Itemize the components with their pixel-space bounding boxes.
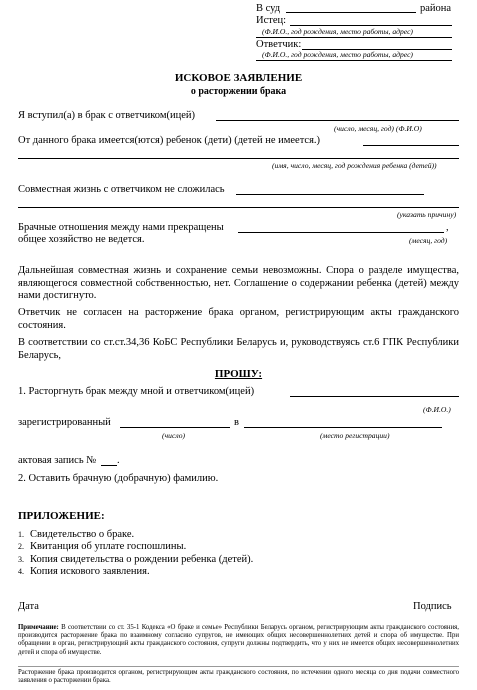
attachments-list (18, 529, 253, 579)
registered-label: зарегистрированный (18, 417, 111, 428)
defendant-blank-2 (256, 60, 452, 61)
married-blank (216, 120, 459, 121)
ended-text: Брачные отношения между нами прекращены (18, 222, 224, 233)
note-text-2: Расторжение брака производится органом, регистрирующим акты гражданского состояния, по истечении одного месяца со дня подачи совместного заявления о расторжении брака. (18, 669, 459, 685)
request-item-1-blank (290, 396, 459, 397)
court-prefix: В суд (256, 3, 281, 14)
request-item-1-hint: (Ф.И.О.) (423, 405, 451, 414)
cohab-blank (236, 194, 424, 195)
date-label: Дата (18, 601, 39, 612)
paragraph-no-dispute: Дальнейшая совместная жизнь и сохранение семьи невозможны. Спора о разделе имущества, являющегося совместной собственностью, нет. Соглашение о содержании ребенка (детей) между нами достигнуто. (18, 265, 459, 301)
date-hint: (число) (162, 431, 186, 440)
attachments-heading: ПРИЛОЖЕНИЕ: (18, 510, 105, 522)
children-text: От данного брака имеется(ются) ребенок (дети) (детей не имеется.) (18, 135, 321, 146)
document-subtitle: о расторжении брака (190, 86, 287, 97)
household-text: общее хозяйство не ведется. (18, 234, 145, 245)
request-heading: ПРОШУ: (214, 368, 263, 380)
attachment-item: 3. Копия свидетельства о рождении ребенка (детей). (18, 553, 254, 565)
act-record-label: актовая запись № (18, 455, 97, 466)
defendant-label: Ответчик: (256, 39, 302, 50)
cohab-text: Совместная жизнь с ответчиком не сложилась (18, 184, 225, 195)
court-suffix: района (420, 3, 452, 14)
children-hint: (имя, число, месяц, год рождения ребенка (детей)) (272, 161, 437, 170)
children-blank (363, 145, 459, 146)
plaintiff-label: Истец: (256, 15, 287, 26)
paragraph-defendant-disagrees: Ответчик не согласен на расторжение брака органом, регистрирующим акты гражданского состояния. (18, 307, 459, 331)
children-blank-2 (18, 158, 459, 159)
request-item-1: 1. Расторгнуть брак между мной и ответчиком(ицей) (18, 386, 255, 397)
note-text: В соответствии со ст. 35-1 Кодекса «О браке и семье» Республики Беларусь органом, регистрирующим акты гражданского состояния, производится расторжение брака по взаимному согласию супругов, не имеющих общих несовершеннолетних детей и спора об имуществе. При обращении в орган, регистрирующий акты гражданского состояния, супруги должны подтвердить, что у них не имеется общих несовершеннолетних детей и спора об имуществе. (18, 624, 459, 656)
attachment-item: 1. Свидетельство о браке. (18, 529, 135, 540)
ended-blank (238, 232, 444, 233)
signature-label: Подпись (413, 601, 452, 612)
registered-in: в (234, 417, 239, 428)
registered-place-blank (244, 427, 442, 428)
act-record-end: . (117, 455, 120, 466)
household-hint: (месяц, год) (409, 236, 448, 245)
attachment-item: 4. Копия искового заявления. (18, 566, 150, 578)
married-hint: (число, месяц, год) (Ф.И.О) (334, 124, 422, 133)
request-item-2: 2. Оставить брачную (добрачную) фамилию. (18, 473, 219, 484)
note-block (18, 624, 459, 657)
defendant-hint: (Ф.И.О., год рождения, место работы, адрес) (262, 50, 413, 59)
ended-comma: , (446, 222, 449, 233)
paragraph-legal-basis: В соответствии со ст.ст.34,36 КоБС Республики Беларусь и, руководствуясь ст.6 ГПК Республики Беларусь, (18, 337, 459, 361)
court-blank (286, 12, 416, 13)
cohab-hint: (указать причину) (397, 210, 457, 219)
plaintiff-hint: (Ф.И.О., год рождения, место работы, адрес) (262, 27, 413, 36)
cohab-blank-2 (18, 207, 459, 208)
document-title: ИСКОВОЕ ЗАЯВЛЕНИЕ (174, 72, 303, 84)
note-label: Примечание: (18, 624, 59, 631)
plaintiff-blank (290, 25, 452, 26)
registered-date-blank (120, 427, 230, 428)
note-divider (18, 666, 459, 667)
married-text: Я вступил(а) в брак с ответчиком(ицей) (18, 110, 196, 121)
plaintiff-blank-2 (256, 37, 452, 38)
place-hint: (место регистрации) (320, 431, 390, 440)
act-record-blank (101, 465, 117, 466)
attachment-item: 2. Квитанция об уплате госпошлины. (18, 541, 187, 553)
